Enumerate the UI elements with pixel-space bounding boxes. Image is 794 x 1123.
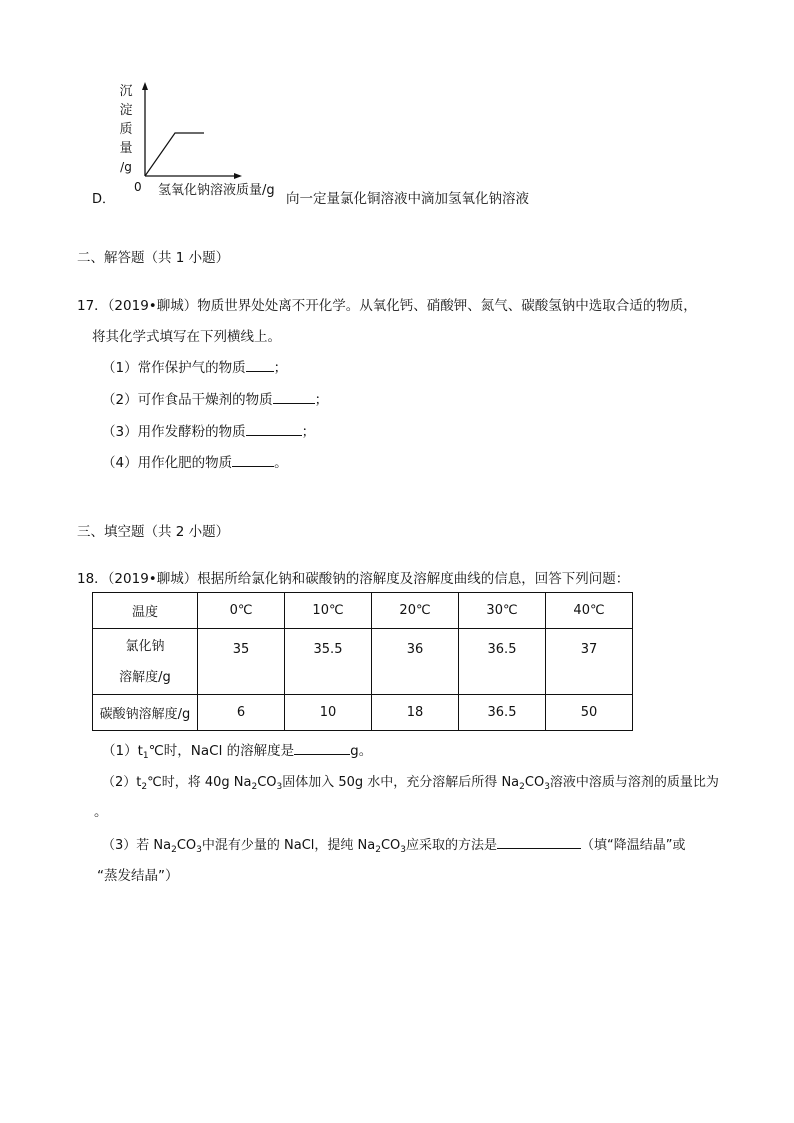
y-label-char: 量: [119, 141, 133, 156]
precipitate-graph: [108, 76, 288, 200]
q18-part-3: [102, 834, 686, 855]
text: 固体加入 50g 水中，充分溶解后所得 Na: [282, 775, 520, 790]
table-header-cell: 10℃: [285, 593, 372, 629]
q18-part-2-end: 。: [94, 804, 108, 820]
punct: ；: [273, 360, 288, 376]
text: CO: [257, 775, 277, 790]
table-row-label: [93, 629, 198, 695]
text: CO: [524, 775, 545, 790]
y-label-char: 质: [119, 122, 133, 137]
nacl-label-line1: 氯化钠: [125, 638, 165, 654]
answer-blank[interactable]: [246, 422, 302, 436]
table-cell: 18: [372, 695, 459, 731]
table-header-cell: 30℃: [459, 593, 546, 629]
q18-part-3-line2: “蒸发结晶”）: [97, 868, 179, 884]
y-label-char: 沉: [119, 84, 133, 99]
table-cell: 36: [372, 629, 459, 695]
q17-item-3: [102, 420, 315, 440]
text: CO: [176, 838, 197, 853]
q17-item-4-text: （4）用作化肥的物质: [102, 455, 233, 471]
subscript: 2: [171, 845, 177, 855]
text: （1）t: [102, 743, 143, 759]
q17-item-1: [102, 356, 287, 376]
table-header-cell: 0℃: [198, 593, 285, 629]
subscript: 2: [375, 845, 381, 855]
solubility-table: [92, 592, 633, 731]
origin-label: 0: [134, 180, 142, 194]
subscript: 3: [544, 782, 550, 792]
text: g。: [350, 743, 373, 759]
q18-stem: 18．（2019•聊城）根据所给氯化钠和碳酸钠的溶解度及溶解度曲线的信息，回答下列问题：: [77, 571, 630, 587]
nacl-label-line2: 溶解度/g: [119, 669, 171, 685]
q17-item-1-text: （1）常作保护气的物质: [102, 360, 246, 376]
y-axis-arrow: [142, 82, 148, 90]
y-label-char: /g: [120, 160, 132, 174]
answer-blank[interactable]: [497, 835, 581, 849]
table-cell: 35.5: [285, 629, 372, 695]
table-row-nacl: [93, 629, 633, 695]
table-header-cell: 20℃: [372, 593, 459, 629]
text: （2）t: [102, 775, 142, 790]
subscript: 2: [141, 782, 148, 792]
text: 应采取的方法是: [406, 838, 498, 853]
table-row-na2co3: [93, 695, 633, 731]
section-2-title: 二、解答题（共 1 小题）: [77, 250, 230, 266]
q17-item-3-text: （3）用作发酵粉的物质: [102, 424, 246, 440]
section-3-title: 三、填空题（共 2 小题）: [77, 524, 230, 540]
text: ℃时，NaCl 的溶解度是: [148, 743, 295, 759]
precipitate-curve: [145, 133, 204, 176]
answer-blank[interactable]: [246, 358, 274, 372]
q18-part-1: [102, 739, 372, 761]
q17-item-2: [102, 388, 328, 408]
y-label-char: 淀: [119, 103, 133, 118]
table-cell: 36.5: [459, 695, 546, 731]
subscript: 3: [400, 845, 407, 855]
subscript: 3: [196, 845, 202, 855]
table-cell: 37: [546, 629, 633, 695]
table-cell: 50: [546, 695, 633, 731]
table-header-row: [93, 593, 633, 629]
table-header-cell: 温度: [93, 593, 198, 629]
table-cell: 35: [198, 629, 285, 695]
table-row-label: 碳酸钠溶解度/g: [93, 695, 198, 731]
q17-item-2-text: （2）可作食品干燥剂的物质: [102, 392, 273, 408]
punct: ；: [314, 392, 329, 408]
text: （填“降温结晶”或: [581, 838, 686, 853]
answer-blank[interactable]: [232, 453, 274, 467]
text: ℃时，将 40g Na: [147, 775, 252, 790]
x-axis-label: 氢氧化钠溶液质量/g: [158, 183, 275, 198]
option-d-description: 向一定量氯化铜溶液中滴加氢氧化钠溶液: [286, 191, 529, 207]
table-cell: 10: [285, 695, 372, 731]
table-header-cell: 40℃: [546, 593, 633, 629]
text: CO: [380, 838, 401, 853]
subscript: 3: [276, 782, 283, 792]
table-cell: 36.5: [459, 629, 546, 695]
q17-stem-line1: 17．（2019•聊城）物质世界处处离不开化学。从氧化钙、硝酸钾、氮气、碳酸氢钠中选取合适的物质，: [77, 298, 697, 314]
text: 中混有少量的 NaCl，提纯 Na: [201, 838, 376, 853]
q18-part-2: [102, 771, 719, 792]
answer-blank[interactable]: [273, 390, 315, 404]
text: 溶液中溶质与溶剂的质量比为: [549, 775, 719, 790]
punct: 。: [274, 455, 288, 471]
punct: ；: [301, 424, 316, 440]
answer-blank[interactable]: [294, 741, 350, 755]
q17-item-4: [102, 451, 288, 471]
table-cell: 6: [198, 695, 285, 731]
q17-stem-line2: 将其化学式填写在下列横线上。: [92, 329, 281, 345]
text: （3）若 Na: [102, 838, 172, 853]
option-d-letter: D．: [92, 192, 116, 207]
subscript: 2: [251, 782, 258, 792]
subscript: 2: [519, 782, 525, 792]
subscript: 1: [142, 751, 149, 761]
y-axis-label: [118, 82, 134, 177]
